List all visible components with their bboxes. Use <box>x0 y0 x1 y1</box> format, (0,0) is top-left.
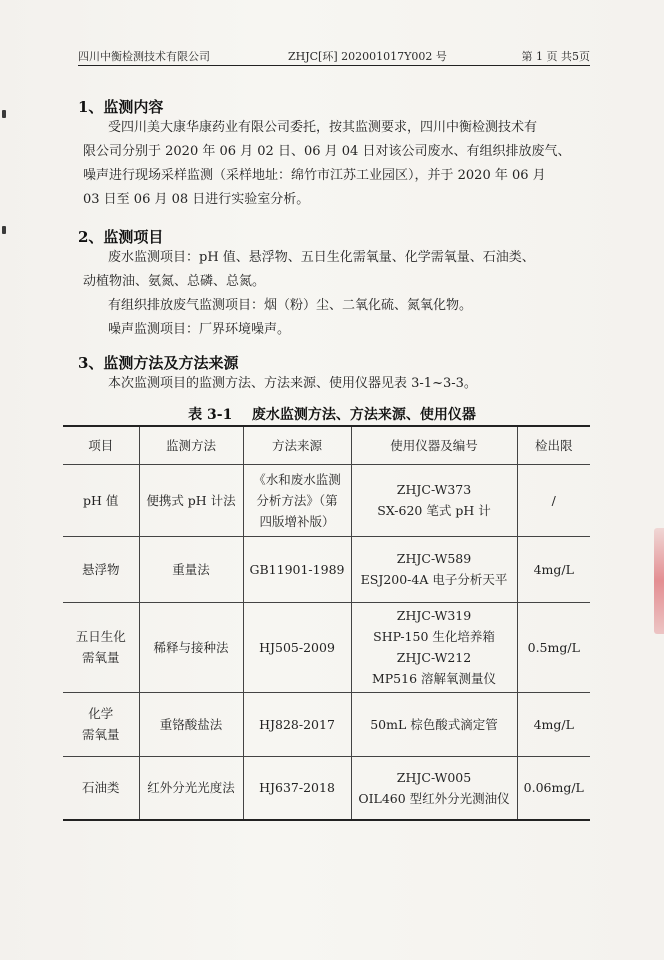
cell-item: 石油类 <box>63 756 139 820</box>
section-2-title: 2、监测项目 <box>78 228 164 246</box>
cell-source: HJ637-2018 <box>243 756 351 820</box>
cell-item: pH 值 <box>63 464 139 536</box>
wastewater-methods-table <box>63 425 590 821</box>
table-header-row <box>63 426 590 464</box>
section-2-line: 有组织排放废气监测项目：烟（粉）尘、二氧化硫、氮氧化物。 <box>108 298 473 313</box>
cell-method: 便携式 pH 计法 <box>139 464 243 536</box>
cell-item: 化学 需氧量 <box>63 692 139 756</box>
cell-limit: 0.06mg/L <box>517 756 590 820</box>
section-1-line: 噪声进行现场采样监测（采样地址：绵竹市江苏工业园区），并于 2020 年 06 月 <box>83 168 546 183</box>
cell-limit: 4mg/L <box>517 692 590 756</box>
section-3-line: 本次监测项目的监测方法、方法来源、使用仪器见表 3-1~3-3。 <box>108 376 477 391</box>
table-caption-number: 表 3-1 <box>188 407 233 423</box>
section-1-line: 限公司分别于 2020 年 06 月 02 日、06 月 04 日对该公司废水、有组织排放废气、 <box>83 144 571 159</box>
cell-source: 《水和废水监测 分析方法》（第 四版增补版） <box>243 464 351 536</box>
header-page-number: 第 1 页 共5页 <box>521 50 590 63</box>
seal-stamp-edge <box>654 528 664 634</box>
cell-instrument: ZHJC-W005 OIL460 型红外分光测油仪 <box>351 756 517 820</box>
cell-item: 悬浮物 <box>63 536 139 602</box>
column-header: 监测方法 <box>139 426 243 464</box>
cell-instrument: ZHJC-W589 ESJ200-4A 电子分析天平 <box>351 536 517 602</box>
cell-instrument: ZHJC-W373 SX-620 笔式 pH 计 <box>351 464 517 536</box>
section-2-line: 动植物油、氨氮、总磷、总氮。 <box>83 274 266 289</box>
column-header: 方法来源 <box>243 426 351 464</box>
cell-method: 稀释与接种法 <box>139 602 243 692</box>
page-header <box>78 44 590 66</box>
table-caption <box>0 404 664 424</box>
section-2-line: 废水监测项目：pH 值、悬浮物、五日生化需氧量、化学需氧量、石油类、 <box>108 250 535 265</box>
header-company: 四川中衡检测技术有限公司 <box>78 50 210 63</box>
cell-source: HJ828-2017 <box>243 692 351 756</box>
column-header: 检出限 <box>517 426 590 464</box>
table-row <box>63 602 590 692</box>
table-row <box>63 756 590 820</box>
header-report-number: ZHJC[环] 202001017Y002 号 <box>288 50 447 63</box>
section-1-title: 1、监测内容 <box>78 98 164 116</box>
section-1-line: 受四川美大康华康药业有限公司委托，按其监测要求，四川中衡检测技术有 <box>108 120 538 135</box>
table-caption-title: 废水监测方法、方法来源、使用仪器 <box>251 407 476 423</box>
cell-method: 红外分光光度法 <box>139 756 243 820</box>
cell-item: 五日生化 需氧量 <box>63 602 139 692</box>
table-row <box>63 692 590 756</box>
cell-method: 重量法 <box>139 536 243 602</box>
cell-instrument: ZHJC-W319 SHP-150 生化培养箱 ZHJC-W212 MP516 溶解氧测量仪 <box>351 602 517 692</box>
cell-limit: 0.5mg/L <box>517 602 590 692</box>
cell-limit: 4mg/L <box>517 536 590 602</box>
column-header: 使用仪器及编号 <box>351 426 517 464</box>
section-3-title: 3、监测方法及方法来源 <box>78 354 239 372</box>
cell-source: HJ505-2009 <box>243 602 351 692</box>
section-1-line: 03 日至 06 月 08 日进行实验室分析。 <box>83 192 310 207</box>
column-header: 项目 <box>63 426 139 464</box>
cell-limit: / <box>517 464 590 536</box>
binding-mark <box>2 110 6 118</box>
cell-source: GB11901-1989 <box>243 536 351 602</box>
section-2-line: 噪声监测项目：厂界环境噪声。 <box>108 322 291 337</box>
table-row <box>63 464 590 536</box>
table-row <box>63 536 590 602</box>
binding-mark <box>2 226 6 234</box>
cell-method: 重铬酸盐法 <box>139 692 243 756</box>
cell-instrument: 50mL 棕色酸式滴定管 <box>351 692 517 756</box>
